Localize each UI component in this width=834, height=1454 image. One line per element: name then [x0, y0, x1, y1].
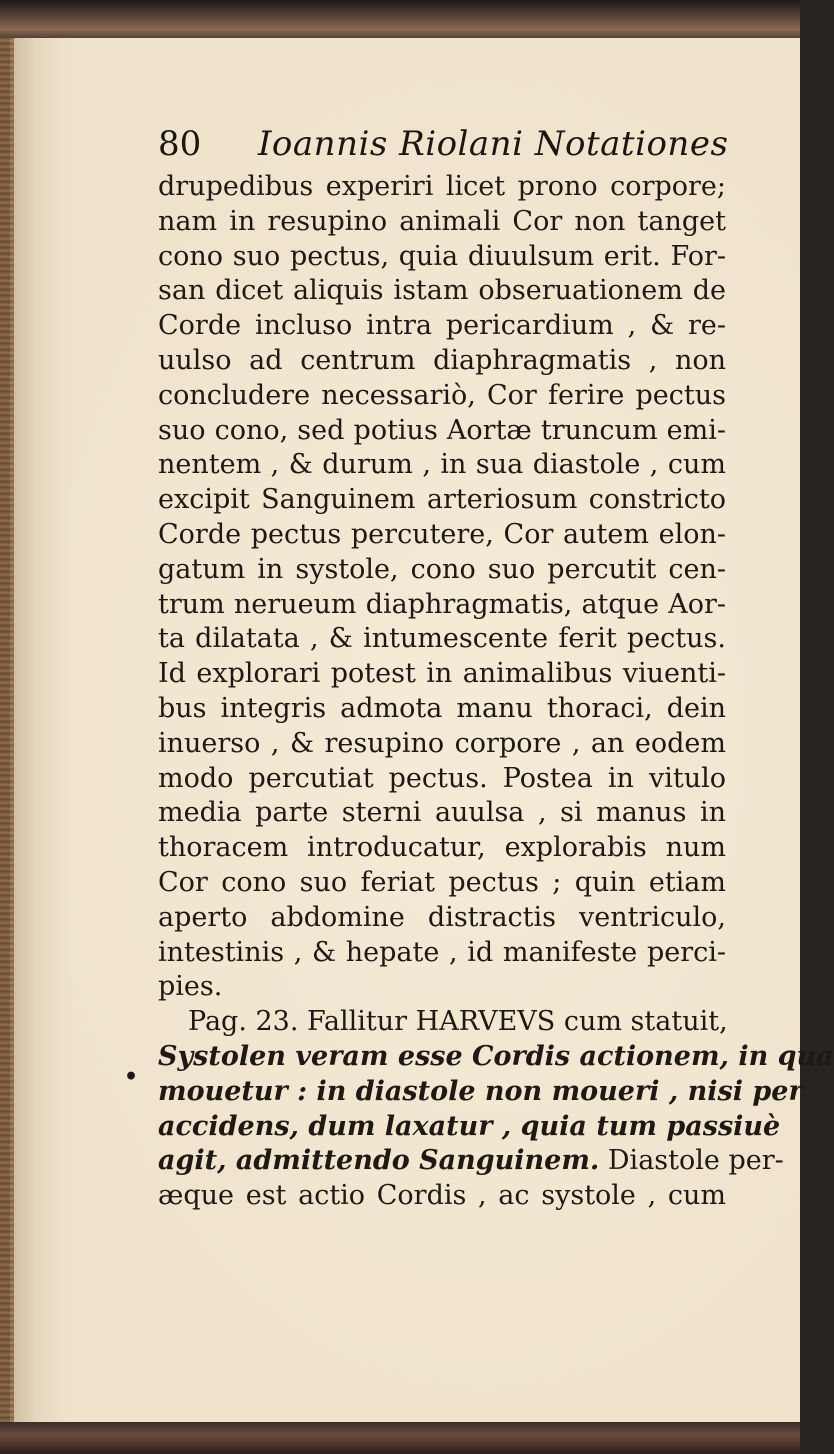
text-line: cono suo pectus, quia diuulsum erit. For-	[158, 240, 726, 272]
text-line: trum nerueum diaphragmatis, atque Aor-	[158, 588, 726, 620]
margin-mark: •	[124, 1064, 139, 1090]
italic-quote-line: Systolen veram esse Cordis actionem, in qua	[158, 1040, 834, 1072]
book-bottom-edge	[0, 1422, 800, 1454]
text-line: nentem , & durum , in sua diastole , cum	[158, 449, 726, 481]
text-line: concludere necessariò, Cor ferire pectus	[158, 379, 726, 411]
text-line: Cor cono suo feriat pectus ; quin etiam	[158, 866, 726, 898]
text-line: drupedibus experiri licet prono corpore;	[158, 171, 726, 202]
text-line: uulso ad centrum diaphragmatis , non	[158, 344, 726, 376]
book-gutter	[0, 38, 14, 1428]
page-number: 80	[158, 124, 202, 164]
text-fragment: Diastole per-	[607, 1145, 784, 1177]
text-line: thoracem introducatur, explorabis num	[158, 832, 726, 864]
text-line: pies.	[158, 971, 223, 1003]
page-header	[158, 124, 728, 172]
text-line: Id explorari potest in animalibus viuenti-	[158, 658, 726, 690]
text-line: intestinis , & hepate , id manifeste perci-	[158, 936, 726, 968]
text-line: aperto abdomine distractis ventriculo,	[158, 901, 726, 933]
text-line: inuerso , & resupino corpore , an eodem	[158, 727, 726, 759]
text-line: æque est actio Cordis , ac systole , cum	[158, 1180, 726, 1212]
text-line: nam in resupino animali Cor non tanget	[158, 205, 726, 237]
text-line: suo cono, sed potius Aortæ truncum emi-	[158, 414, 726, 446]
text-line: media parte sterni auulsa , si manus in	[158, 797, 726, 829]
text-line: ta dilatata , & intumescente ferit pectus.	[158, 623, 726, 655]
italic-quote-end: agit, admittendo Sanguinem.	[158, 1145, 600, 1177]
paragraph-lead: Pag. 23. Fallitur HARVEVS cum statuit,	[188, 1006, 728, 1038]
italic-quote-line: accidens, dum laxatur , quia tum passiuè	[158, 1110, 781, 1142]
text-line: Corde incluso intra pericardium , & re-	[158, 310, 726, 342]
text-line: Corde pectus percutere, Cor autem elon-	[158, 518, 726, 550]
text-line: gatum in systole, cono suo percutit cen-	[158, 553, 726, 585]
book-top-edge	[0, 0, 800, 42]
italic-quote-line: mouetur : in diastole non moueri , nisi per	[158, 1075, 803, 1107]
text-line: san dicet aliquis istam obseruationem de	[158, 275, 726, 307]
mixed-line	[158, 1144, 784, 1179]
text-line: bus integris admota manu thoraci, dein	[158, 692, 726, 724]
text-line: modo percutiat pectus. Postea in vitulo	[158, 762, 726, 794]
body-text	[158, 170, 834, 1214]
running-title: Ioannis Riolani Notationes	[258, 124, 729, 164]
text-line: excipit Sanguinem arteriosum constricto	[158, 484, 726, 516]
